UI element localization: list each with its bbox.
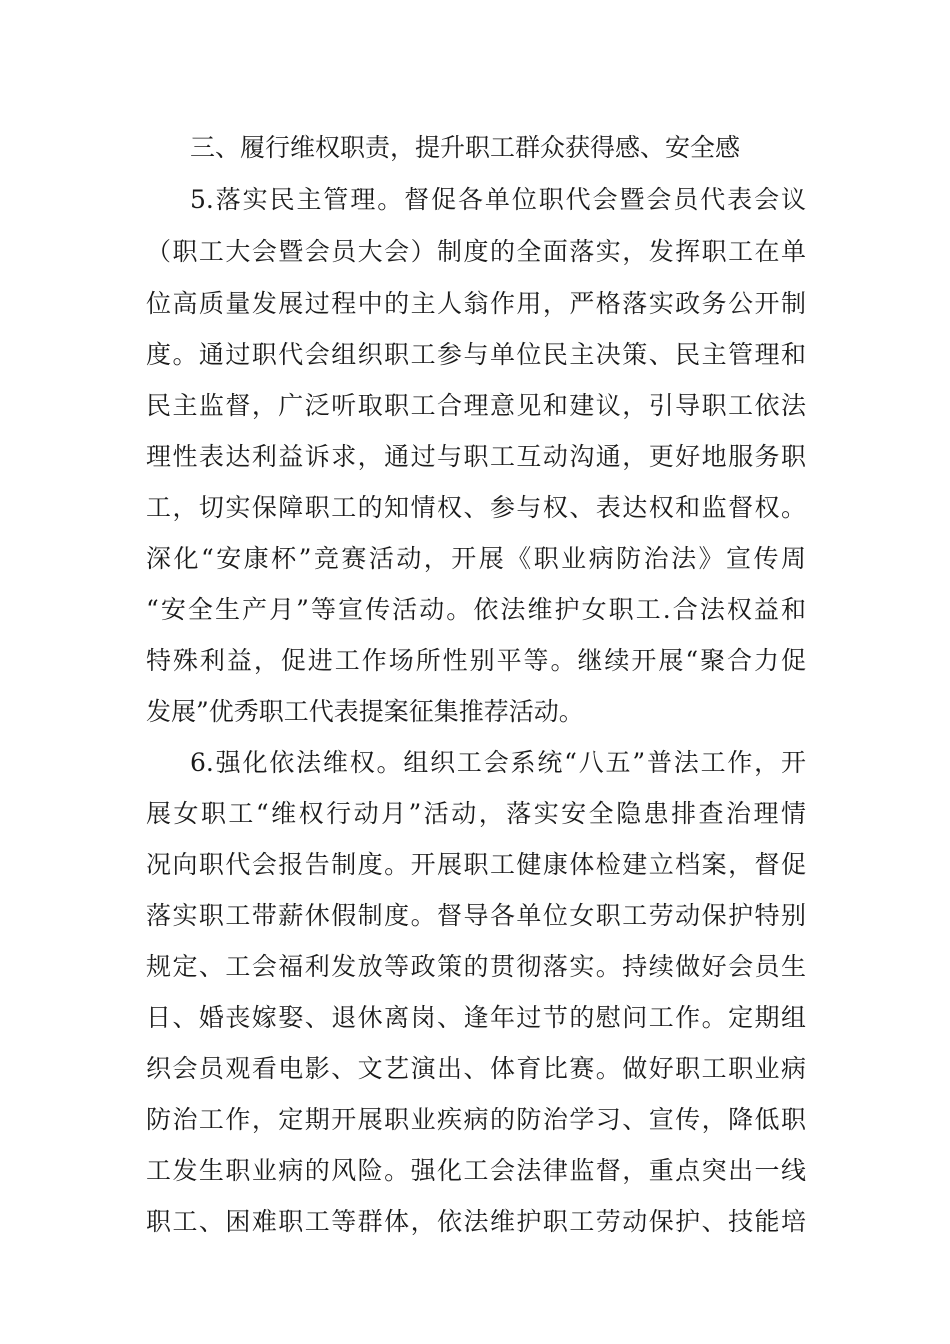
paragraph-6-line-6: 日、婚丧嫁娶、退休离岗、逢年过节的慰问工作。定期组 xyxy=(146,1003,806,1032)
paragraph-6-line-5: 规定、工会福利发放等政策的贯彻落实。持续做好会员生 xyxy=(146,952,806,981)
paragraph-6-line-9: 工发生职业病的风险。强化工会法律监督，重点突出一线 xyxy=(146,1156,806,1185)
paragraph-5-line-4: 度。通过职代会组织职工参与单位民主决策、民主管理和 xyxy=(146,340,806,369)
paragraph-5-line-9: “安全生产月”等宣传活动。依法维护女职工.合法权益和 xyxy=(146,595,806,624)
paragraph-5-line-3: 位高质量发展过程中的主人翁作用，严格落实政务公开制 xyxy=(146,289,806,318)
section-heading: 三、履行维权职责，提升职工群众获得感、安全感 xyxy=(190,133,741,162)
paragraph-5-line-10: 特殊利益，促进工作场所性别平等。继续开展“聚合力促 xyxy=(146,646,806,675)
paragraph-6-line-10: 职工、困难职工等群体，依法维护职工劳动保护、技能培 xyxy=(146,1207,806,1236)
paragraph-5-line-5: 民主监督，广泛听取职工合理意见和建议，引导职工依法 xyxy=(146,391,806,420)
paragraph-5-line-11: 发展”优秀职工代表提案征集推荐活动。 xyxy=(146,697,584,726)
paragraph-5-line-2: （职工大会暨会员大会）制度的全面落实，发挥职工在单 xyxy=(146,237,806,266)
paragraph-6-line-1: 6.强化依法维权。组织工会系统“八五”普法工作，开 xyxy=(190,748,806,777)
paragraph-6-line-8: 防治工作，定期开展职业疾病的防治学习、宣传，降低职 xyxy=(146,1105,806,1134)
paragraph-6-line-3: 况向职代会报告制度。开展职工健康体检建立档案，督促 xyxy=(146,850,806,879)
paragraph-6-line-7: 织会员观看电影、文艺演出、体育比赛。做好职工职业病 xyxy=(146,1054,806,1083)
paragraph-5-line-7: 工，切实保障职工的知情权、参与权、表达权和监督权。 xyxy=(146,493,806,522)
paragraph-6-line-2: 展女职工“维权行动月”活动，落实安全隐患排查治理情 xyxy=(146,799,806,828)
paragraph-5-line-1: 5.落实民主管理。督促各单位职代会暨会员代表会议 xyxy=(190,185,806,214)
paragraph-6-line-4: 落实职工带薪休假制度。督导各单位女职工劳动保护特别 xyxy=(146,901,806,930)
paragraph-5-line-8: 深化“安康杯”竞赛活动，开展《职业病防治法》宣传周 xyxy=(146,544,806,573)
paragraph-5-line-6: 理性表达利益诉求，通过与职工互动沟通，更好地服务职 xyxy=(146,442,806,471)
